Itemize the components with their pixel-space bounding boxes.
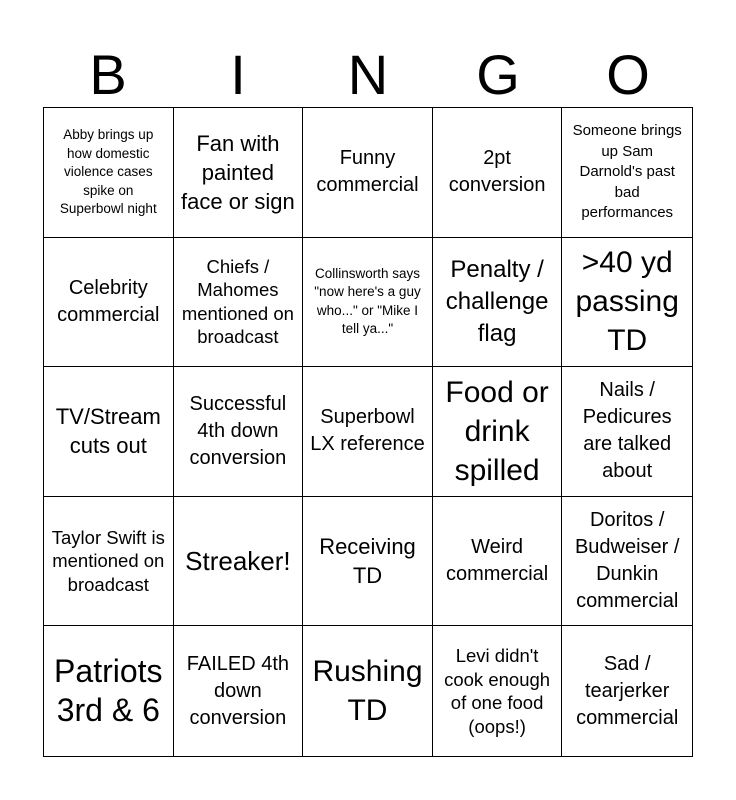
cell-text: Penalty / challenge flag	[445, 255, 549, 347]
header-letter-i: I	[230, 43, 246, 106]
bingo-board	[43, 107, 693, 757]
cell-text: Patriots 3rd & 6	[54, 653, 163, 729]
cell-text: 2pt conversion	[448, 147, 546, 197]
cell-text: Taylor Swift is mentioned on broadcast	[51, 526, 165, 595]
cell-text: Levi didn't cook enough of one food (oops!)	[444, 645, 551, 737]
cell-text: Streaker!	[185, 546, 291, 577]
cell-text: Rushing TD	[312, 655, 423, 728]
cell-text: Funny commercial	[316, 147, 419, 197]
header-letter-o: O	[606, 43, 650, 106]
bingo-cell[interactable]	[562, 108, 692, 238]
cell-text: Successful 4th down conversion	[189, 392, 287, 469]
bingo-header	[43, 44, 693, 106]
cell-text: Chiefs / Mahomes mentioned on broadcast	[181, 255, 294, 348]
bingo-cell[interactable]	[303, 497, 433, 627]
bingo-cell[interactable]	[433, 367, 563, 497]
bingo-cell[interactable]	[174, 626, 304, 756]
cell-text: TV/Stream cuts out	[55, 404, 161, 459]
cell-text: Receiving TD	[319, 534, 416, 589]
cell-text: Food or drink spilled	[445, 375, 549, 487]
bingo-cell[interactable]	[174, 238, 304, 368]
bingo-cell[interactable]	[562, 497, 692, 627]
bingo-cell[interactable]	[174, 367, 304, 497]
bingo-cell[interactable]	[44, 367, 174, 497]
header-letter-g: G	[476, 43, 520, 106]
cell-text: Someone brings up Sam Darnold's past bad performances	[572, 122, 682, 222]
cell-text: Collinsworth says "now here's a guy who..." or "Mike I tell ya..."	[314, 265, 421, 337]
bingo-cell[interactable]	[433, 238, 563, 368]
bingo-cell[interactable]	[174, 497, 304, 627]
bingo-cell[interactable]	[433, 497, 563, 627]
cell-text: FAILED 4th down conversion	[186, 652, 290, 729]
bingo-cell[interactable]	[44, 497, 174, 627]
header-letter-b: B	[89, 43, 127, 106]
bingo-cell[interactable]	[44, 108, 174, 238]
bingo-cell[interactable]	[433, 626, 563, 756]
bingo-cell[interactable]	[562, 367, 692, 497]
cell-text: Doritos / Budweiser / Dunkin commercial	[574, 509, 680, 613]
bingo-cell[interactable]	[303, 108, 433, 238]
cell-text: Weird commercial	[445, 536, 549, 586]
bingo-cell[interactable]	[174, 108, 304, 238]
bingo-cell[interactable]	[433, 108, 563, 238]
header-letter-n: N	[347, 43, 389, 106]
cell-text: Abby brings up how domestic violence cases spike on Superbowl night	[59, 127, 157, 217]
bingo-cell[interactable]	[303, 626, 433, 756]
bingo-cell[interactable]	[44, 238, 174, 368]
bingo-cell[interactable]	[303, 238, 433, 368]
bingo-cell[interactable]	[562, 238, 692, 368]
cell-text: Celebrity commercial	[57, 276, 160, 326]
cell-text: Nails / Pedicures are talked about	[582, 379, 672, 483]
cell-text: Fan with painted face or sign	[181, 130, 295, 214]
bingo-cell[interactable]	[303, 367, 433, 497]
bingo-cell[interactable]	[44, 626, 174, 756]
cell-text: Superbowl LX reference	[310, 406, 425, 456]
cell-text: >40 yd passing TD	[575, 246, 679, 358]
cell-text: Sad / tearjerker commercial	[576, 652, 679, 729]
bingo-cell[interactable]	[562, 626, 692, 756]
